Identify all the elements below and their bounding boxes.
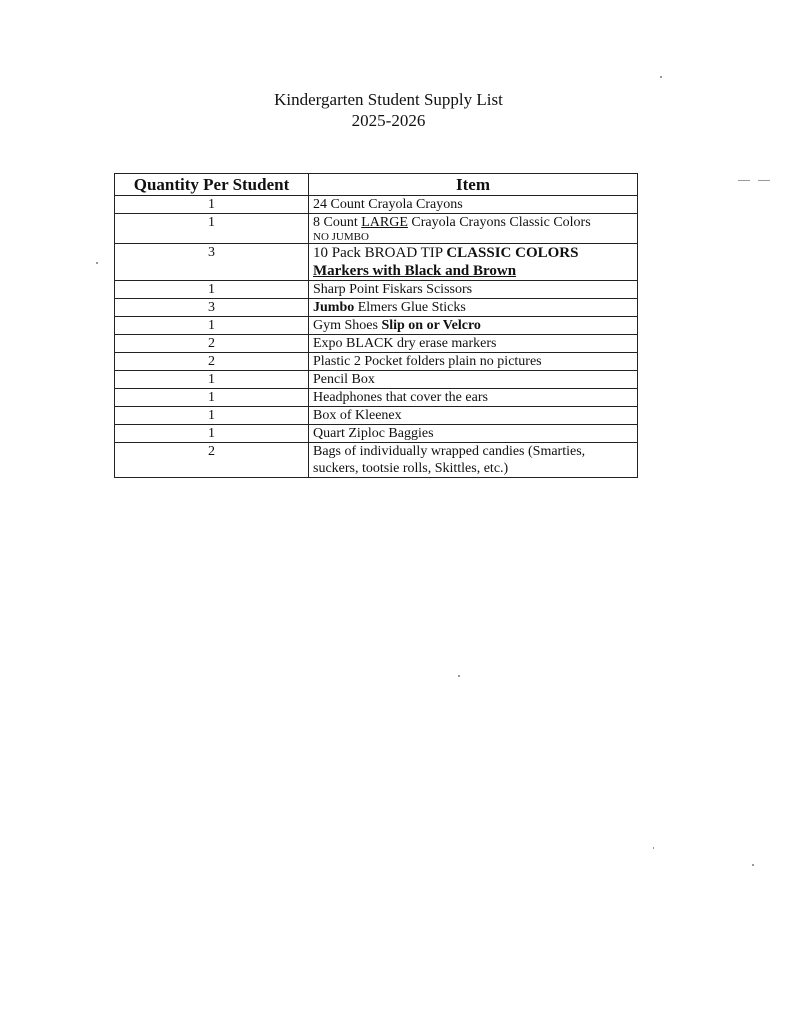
scan-speck [752,864,754,866]
item-cell: Sharp Point Fiskars Scissors [309,281,638,299]
item-text: Bags of individually wrapped candies (Smarties, [313,444,586,459]
quantity-cell: 1 [115,371,309,389]
quantity-cell: 1 [115,281,309,299]
item-emphasis: CLASSIC COLORS [446,245,579,261]
item-cell [309,244,638,281]
item-cell: Expo BLACK dry erase markers [309,335,638,353]
item-cell: Plastic 2 Pocket folders plain no pictures [309,353,638,371]
header-quantity: Quantity Per Student [115,174,309,196]
item-cell: Quart Ziploc Baggies [309,425,638,443]
table-row [115,443,638,478]
table-row [115,244,638,281]
quantity-cell: 2 [115,443,309,478]
table-row [115,281,638,299]
header-item: Item [309,174,638,196]
quantity-cell: 3 [115,299,309,317]
title-block [0,89,787,131]
item-cell [309,299,638,317]
item-text: 8 Count [313,215,362,230]
quantity-cell: 1 [115,389,309,407]
item-cell [309,443,638,478]
scan-speck [458,675,460,677]
table-row [115,196,638,214]
item-cell: Box of Kleenex [309,407,638,425]
table-row [115,407,638,425]
quantity-cell: 1 [115,425,309,443]
document-year: 2025-2026 [351,111,426,130]
table-row [115,353,638,371]
scan-speck [758,180,770,181]
item-emphasis: Markers with Black and Brown [313,263,517,279]
item-emphasis: Slip on or Velcro [381,318,481,333]
table-row [115,335,638,353]
item-text: Crayola Crayons Classic Colors [407,215,591,230]
table-row [115,389,638,407]
table-row [115,425,638,443]
quantity-cell: 1 [115,196,309,214]
table-row [115,317,638,335]
item-text: Gym Shoes [313,318,382,333]
item-cell: 24 Count Crayola Crayons [309,196,638,214]
item-note: NO JUMBO [313,231,369,243]
item-cell: Pencil Box [309,371,638,389]
table-row [115,371,638,389]
table-header-row [115,174,638,196]
quantity-cell: 1 [115,407,309,425]
item-cell: Headphones that cover the ears [309,389,638,407]
quantity-cell: 1 [115,317,309,335]
quantity-cell: 3 [115,244,309,281]
scan-speck [660,76,662,78]
quantity-cell: 2 [115,353,309,371]
table-row [115,214,638,244]
supply-table [114,173,638,478]
item-text: suckers, tootsie rolls, Skittles, etc.) [313,461,509,476]
item-emphasis: LARGE [361,215,408,230]
item-cell [309,214,638,244]
scan-speck [653,847,654,849]
scan-speck [738,180,750,181]
item-emphasis: Jumbo [313,300,355,315]
quantity-cell: 2 [115,335,309,353]
item-cell [309,317,638,335]
document-title: Kindergarten Student Supply List [274,90,503,109]
item-text: 10 Pack BROAD TIP [313,245,447,261]
scan-speck [96,262,98,264]
quantity-cell: 1 [115,214,309,244]
item-text: Elmers Glue Sticks [354,300,466,315]
table-row [115,299,638,317]
